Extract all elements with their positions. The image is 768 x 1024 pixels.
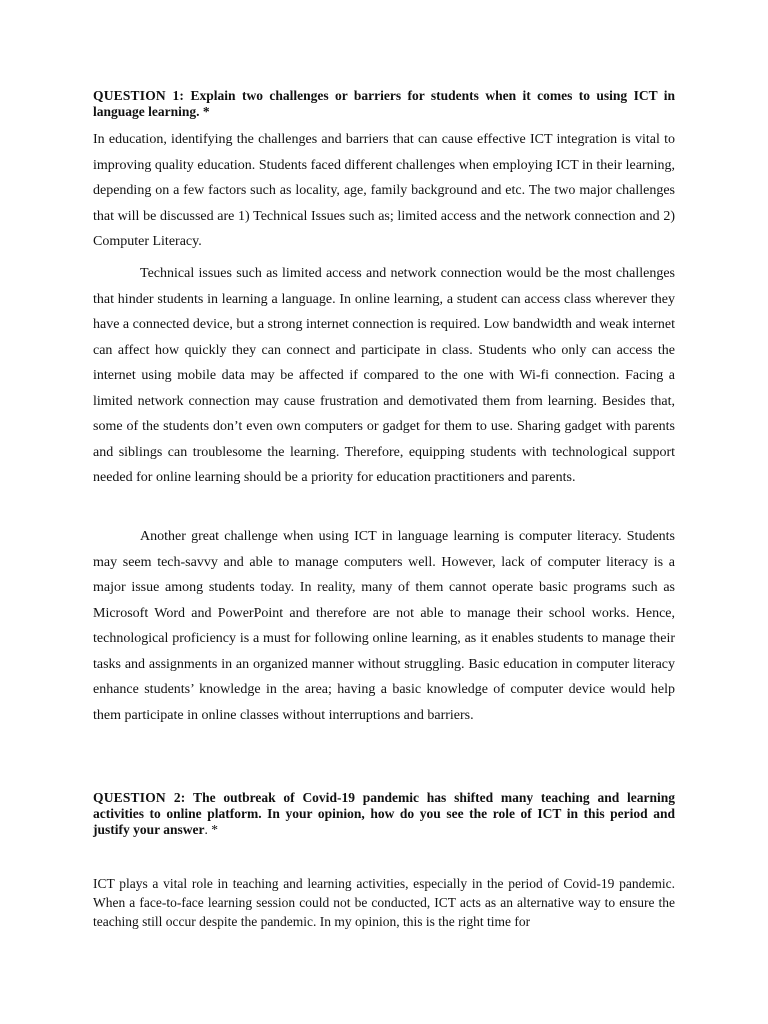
question-1-label: QUESTION 1: bbox=[93, 88, 185, 103]
question-2-label: QUESTION 2: bbox=[93, 790, 186, 805]
question-2-required-mark: . * bbox=[204, 822, 219, 837]
question-1-heading bbox=[93, 88, 675, 120]
question-1-text: Explain two challenges or barriers for students when it comes to using ICT in language learning. * bbox=[93, 88, 676, 119]
question-2-paragraph-1: ICT plays a vital role in teaching and learning activities, especially in the period of Covid-19 pandemic. When a face-to-face learning session could not be conducted, ICT acts as an alternative way to ensure the teaching still occur despite the pandemic. In my opinion, this is the right time for bbox=[93, 876, 675, 929]
question-2-heading bbox=[93, 790, 675, 838]
question-1-paragraph-2: Technical issues such as limited access and network connection would be the most challenges that hinder students in learning a language. In online learning, a student can access class wherever they have a connected device, but a strong internet connection is required. Low bandwidth and weak internet can affect how quickly they can connect and participate in class. Students who only can access the internet using mobile data may be affected if compared to the one with Wi-fi connection. Facing a limited network connection may cause frustration and demotivated them from learning. Besides that, some of the students don’t even own computers or gadget for them to use. Sharing gadget with parents and siblings can troublesome the learning. Therefore, equipping students with technological support needed for online learning should be a priority for education practitioners and parents. bbox=[93, 266, 675, 485]
question-1-paragraph-1: In education, identifying the challenges and barriers that can cause effective ICT integration is vital to improving quality education. Students faced different challenges when employing ICT in their learning, depending on a few factors such as locality, age, family background and etc. The two major challenges that will be discussed are 1) Technical Issues such as; limited access and the network connection and 2) Computer Literacy. bbox=[93, 132, 675, 249]
question-2-text: The outbreak of Covid-19 pandemic has shifted many teaching and learning activities to online platform. In your opinion, how do you see the role of ICT in this period and justify your answer bbox=[93, 790, 676, 837]
question-1-paragraph-3: Another great challenge when using ICT in language learning is computer literacy. Students may seem tech-savvy and able to manage computers well. However, lack of computer literacy is a major issue among students today. In reality, many of them cannot operate basic programs such as Microsoft Word and PowerPoint and therefore are not able to manage their school works. Hence, technological proficiency is a must for following online learning, as it enables students to manage their tasks and assignments in an organized manner without struggling. Basic education in computer literacy enhance students’ knowledge in the area; having a basic knowledge of computer device would help them participate in online classes without interruptions and barriers. bbox=[93, 529, 675, 723]
